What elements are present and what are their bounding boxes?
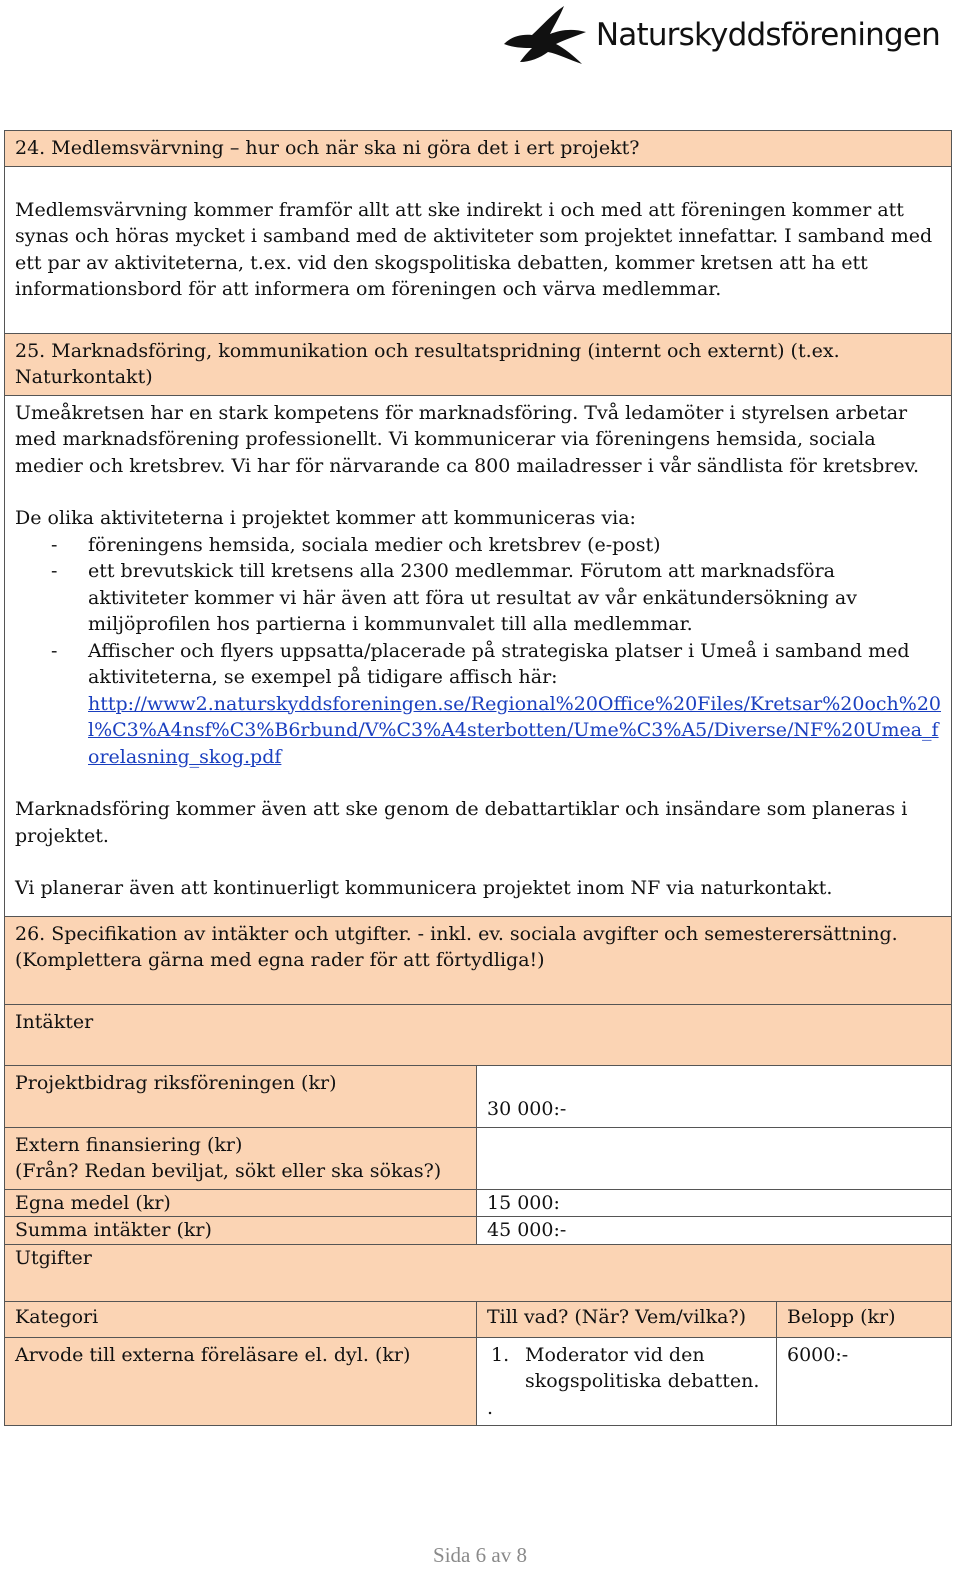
income-value-cell <box>477 1066 951 1127</box>
column-header: Kategori <box>5 1302 477 1337</box>
income-heading-row <box>5 1005 951 1067</box>
q25-paragraph-4: Vi planerar även att kontinuerligt kommunicera projektet inom NF via naturkontakt. <box>15 877 833 899</box>
application-form <box>4 130 952 1426</box>
expense-category: Arvode till externa föreläsare el. dyl. (kr) <box>5 1338 477 1426</box>
bullet-marker: - <box>51 639 58 662</box>
income-value <box>477 1128 951 1189</box>
q25-paragraph-3: Marknadsföring kommer även att ske genom de debattartiklar och insändare som planeras i projektet. <box>15 798 908 847</box>
expense-heading-row <box>5 1245 951 1303</box>
item-number: 1. <box>491 1343 510 1366</box>
list-item-text: ett brevutskick till kretsens alla 2300 medlemmar. Förutom att marknadsföra aktiviteter kommer vi här även att föra ut resultat av vår enkätundersökning av miljöprofilen hos partierna i kommunvalet till alla medlemmar. <box>88 560 857 635</box>
table-row <box>5 1128 951 1190</box>
q24-answer <box>5 167 951 334</box>
q25-paragraph-1: Umeåkretsen har en stark kompetens för marknadsföring. Två ledamöter i styrelsen arbetar med marknadsförening professionellt. Vi kommunicerar via föreningens hemsida, sociala medier och kretsbrev. Vi har för närvarande ca 800 mailadresser i vår sändlista för kretsbrev. <box>15 401 920 477</box>
q26-heading <box>5 917 951 1005</box>
table-header-row <box>5 1302 951 1338</box>
q24-title: 24. Medlemsvärvning – hur och när ska ni göra det i ert projekt? <box>15 137 640 159</box>
expense-description-extra: . <box>487 1396 494 1419</box>
income-label-cell <box>5 1128 477 1189</box>
q24-heading <box>5 131 951 167</box>
q25-paragraph-2: De olika aktiviteterna i projektet kommer att kommuniceras via: <box>15 507 636 529</box>
list-item <box>15 638 941 771</box>
income-value: 45 000:- <box>487 1219 567 1241</box>
income-value: 15 000: <box>487 1191 560 1214</box>
income-label: Extern finansiering (kr) <box>15 1133 243 1156</box>
bird-logo-icon <box>502 4 588 66</box>
q25-heading <box>5 334 951 396</box>
income-label-note: (Från? Redan beviljat, sökt eller ska sökas?) <box>15 1160 442 1182</box>
expense-amount: 6000:- <box>787 1343 849 1366</box>
q25-answer <box>5 396 951 917</box>
q26-title: 26. Specifikation av intäkter och utgifter. - inkl. ev. sociala avgifter och semesterersättning. (Komplettera gärna med egna rader för att förtydliga!) <box>15 922 898 971</box>
expense-description-cell <box>477 1338 777 1426</box>
q25-title: 25. Marknadsföring, kommunikation och resultatspridning (internt och externt) (t.ex. Naturkontakt) <box>15 339 840 388</box>
page-number: Sida 6 av 8 <box>433 1543 527 1567</box>
column-header: Till vad? (När? Vem/vilka?) <box>477 1302 777 1337</box>
expense-description: Moderator vid den skogspolitiska debatten. <box>525 1343 760 1392</box>
income-label: Egna medel (kr) <box>5 1190 477 1217</box>
logo-text: Naturskyddsföreningen <box>595 17 940 53</box>
list-item-text: Affischer och flyers uppsatta/placerade på strategiska platser i Umeå i samband med aktiviteterna, se exempel på tidigare affisch här: <box>88 639 910 688</box>
income-label: Projektbidrag riksföreningen (kr) <box>5 1066 477 1127</box>
table-row <box>5 1338 951 1427</box>
income-label: Summa intäkter (kr) <box>5 1217 477 1244</box>
list-item <box>15 532 941 559</box>
organization-logo <box>500 4 940 66</box>
income-heading: Intäkter <box>15 1010 94 1033</box>
income-value: 30 000:- <box>487 1098 567 1120</box>
expense-heading: Utgifter <box>15 1246 92 1269</box>
bullet-marker: - <box>51 533 58 556</box>
column-header: Belopp (kr) <box>787 1306 896 1328</box>
table-row <box>5 1066 951 1128</box>
poster-link[interactable]: http://www2.naturskyddsforeningen.se/Regional%20Office%20Files/Kretsar%20och%20l%C3%A4nsf%C3%B6rbund/V%C3%A4sterbotten/Ume%C3%A5/Diverse/NF%20Umea_forelasning_skog.pdf <box>88 692 942 768</box>
list-item <box>15 558 941 638</box>
table-row <box>5 1217 951 1245</box>
q24-body: Medlemsvärvning kommer framför allt att ske indirekt i och med att föreningen kommer att synas och höras mycket i samband med de aktiviteter som projektet innefattar. I samband med ett par av aktiviteterna, t.ex. vid den skogspolitiska debatten, kommer kretsen att ha ett informationsbord för att informera om föreningen och värva medlemmar. <box>15 198 933 300</box>
list-item-text: föreningens hemsida, sociala medier och kretsbrev (e-post) <box>88 533 661 556</box>
bullet-marker: - <box>51 560 58 582</box>
table-row <box>5 1190 951 1218</box>
